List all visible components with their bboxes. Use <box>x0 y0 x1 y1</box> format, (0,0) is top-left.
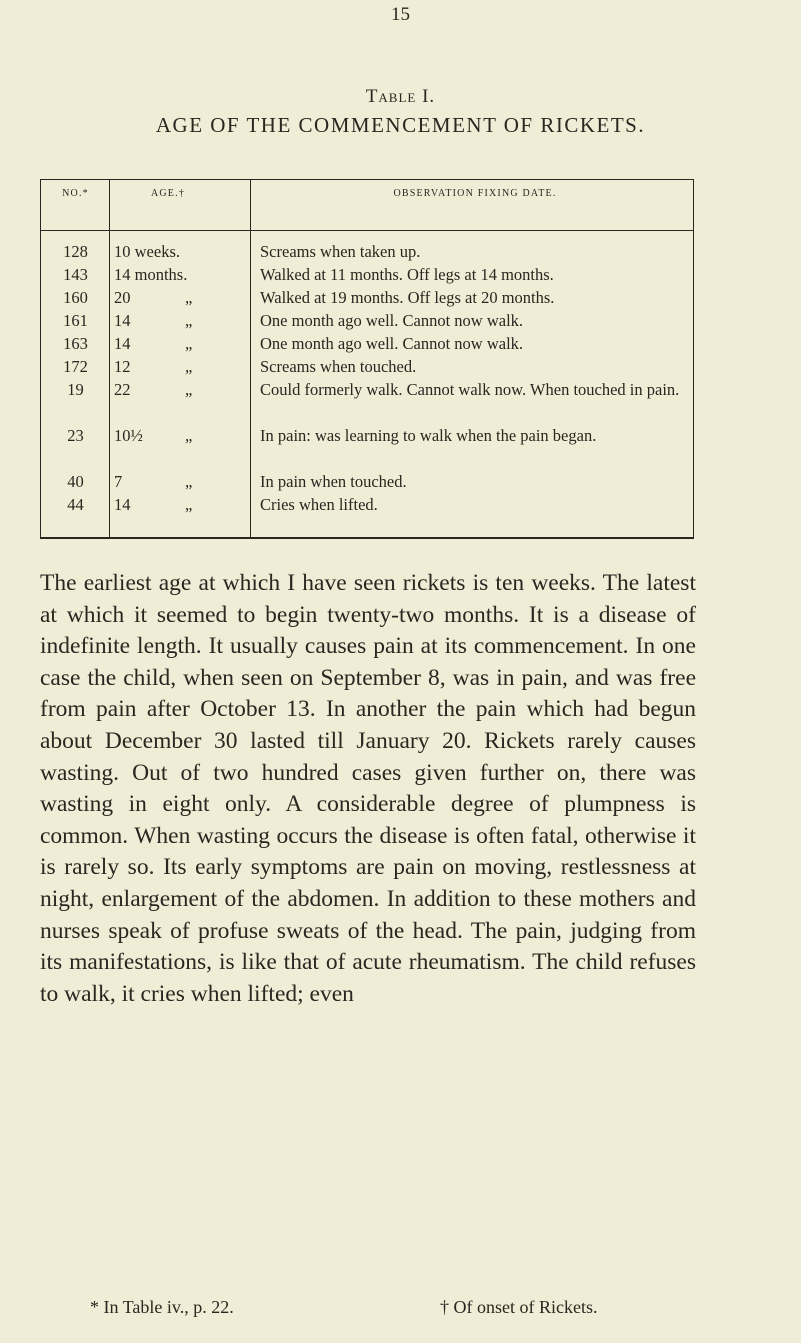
row-no: 163 <box>63 334 88 353</box>
row-no: 23 <box>67 426 84 445</box>
row-age: 10½ <box>114 426 143 445</box>
table-header-rule <box>40 230 694 231</box>
row-age: 7 <box>114 472 123 491</box>
row-age: 20 <box>114 288 131 307</box>
table-left-rule <box>40 179 41 539</box>
table-bottom-rule <box>40 537 694 539</box>
row-no: 161 <box>63 311 88 330</box>
row-observation: Could formerly walk. Cannot walk now. When touched in pain. <box>260 380 680 399</box>
row-observation: In pain: was learning to walk when the pain began. <box>260 426 597 445</box>
row-ditto: „ <box>185 334 193 353</box>
row-ditto: „ <box>185 472 193 491</box>
row-no: 19 <box>67 380 84 399</box>
row-age: 22 <box>114 380 131 399</box>
row-ditto: „ <box>185 288 193 307</box>
row-no: 40 <box>67 472 84 491</box>
row-no: 160 <box>63 288 88 307</box>
row-observation: Cries when lifted. <box>260 495 378 514</box>
header-age: AGE.† <box>150 188 186 199</box>
row-ditto: „ <box>185 357 193 376</box>
header-no: NO.* <box>62 188 89 199</box>
footnote-table-ref: * In Table iv., p. 22. <box>90 1297 234 1317</box>
row-observation: One month ago well. Cannot now walk. <box>260 311 524 330</box>
row-age: 14 months. <box>114 265 188 284</box>
row-age: 10 weeks. <box>114 242 180 261</box>
row-observation: One month ago well. Cannot now walk. <box>260 334 524 353</box>
row-no: 44 <box>67 495 84 514</box>
row-ditto: „ <box>185 426 193 445</box>
table-title: AGE OF THE COMMENCEMENT OF RICKETS. <box>155 113 646 137</box>
row-ditto: „ <box>185 495 193 514</box>
header-observation: OBSERVATION FIXING DATE. <box>393 188 557 199</box>
row-age: 14 <box>114 495 131 514</box>
row-ditto: „ <box>185 380 193 399</box>
table-col-divider-2 <box>250 179 251 539</box>
table-label: Table I. <box>365 86 436 107</box>
data-table <box>40 154 694 540</box>
row-age: 14 <box>114 311 131 330</box>
body-paragraph: The earliest age at which I have seen rickets is ten weeks. The latest at which it seemed to begin twenty-two months. It is a disease of indefinite length. It usually causes pain at its commencement. In one case the child, when seen on September 8, was in pain, and was free from pain after October 13. In another the pain which had begun about December 30 lasted till January 20. Rickets rarely causes wasting. Out of two hundred cases given further on, there was wasting in eight only. A considerable degree of plumpness is common. When wasting occurs the disease is often fatal, otherwise it is rarely so. Its early symptoms are pain on moving, restlessness at night, enlargement of the abdomen. In addition to these mothers and nurses speak of profuse sweats of the head. The pain, judging from its manifestations, is like that of acute rheumatism. The child refuses to walk, it cries when lifted; even <box>40 570 696 1007</box>
table-right-rule <box>693 179 694 539</box>
table-col-divider-1 <box>109 179 110 539</box>
row-observation: Walked at 19 months. Off legs at 20 months. <box>260 288 555 307</box>
row-age: 12 <box>114 357 131 376</box>
row-no: 143 <box>63 265 88 284</box>
row-no: 172 <box>63 357 88 376</box>
row-observation: Screams when taken up. <box>260 242 421 261</box>
row-observation: In pain when touched. <box>260 472 407 491</box>
row-observation: Walked at 11 months. Off legs at 14 months. <box>260 265 554 284</box>
footnote-onset: † Of onset of Rickets. <box>440 1297 598 1317</box>
row-no: 128 <box>63 242 88 261</box>
page-number: 15 <box>391 4 410 25</box>
table-top-rule <box>40 179 694 180</box>
row-ditto: „ <box>185 311 193 330</box>
row-age: 14 <box>114 334 131 353</box>
row-observation: Screams when touched. <box>260 357 417 376</box>
